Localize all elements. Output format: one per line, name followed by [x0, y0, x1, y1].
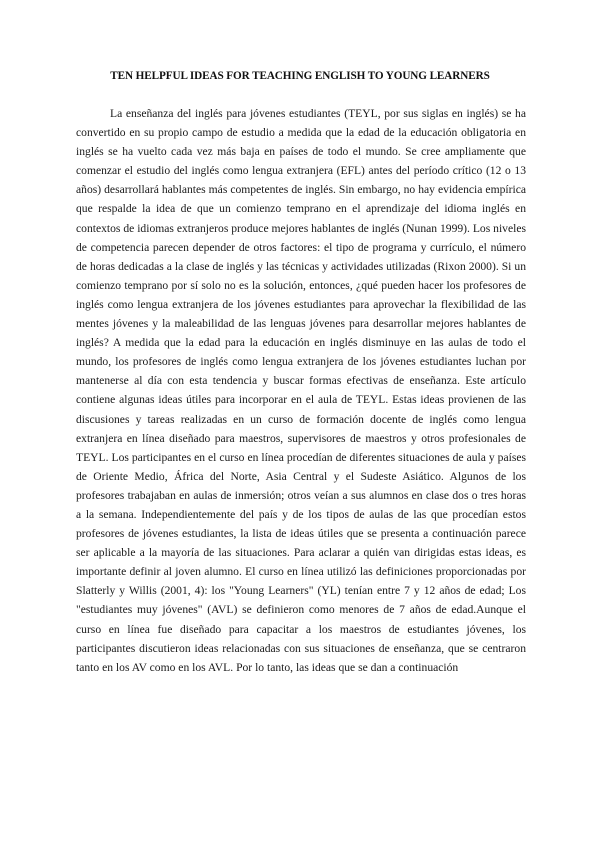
body-paragraph: La enseñanza del inglés para jóvenes estudiantes (TEYL, por sus siglas en inglés) se ha convertido en su propio campo de estudio a medida que la edad de la educación obligatoria en inglés se ha vuelto cada vez más baja en países de todo el mundo. Se cree ampliamente que comenzar el estudio del inglés como lengua extranjera (EFL) antes del período crítico (12 o 13 años) desarrollará hablantes más competentes de inglés. Sin embargo, no hay evidencia empírica que respalde la idea de que un comienzo temprano en el aprendizaje del idioma inglés en contextos de idiomas extranjeros produce mejores hablantes de inglés (Nunan 1999). Los niveles de competencia parecen depender de otros factores: el tipo de programa y currículo, el número de horas dedicadas a la clase de inglés y las técnicas y actividades utilizadas (Rixon 2000). Si un comienzo temprano por sí solo no es la solución, entonces, ¿qué pueden hacer los profesores de inglés como lengua extranjera de los jóvenes estudiantes para aprovechar la flexibilidad de las mentes jóvenes y la maleabilidad de las lenguas jóvenes para desarrollar mejores hablantes de inglés? A medida que la edad para la educación en inglés disminuye en las aulas de todo el mundo, los profesores de inglés como lengua extranjera de los jóvenes estudiantes luchan por mantenerse al día con esta tendencia y buscar formas efectivas de enseñanza. Este artículo contiene algunas ideas útiles para incorporar en el aula de TEYL. Estas ideas provienen de las discusiones y tareas realizadas en un curso de formación docente de inglés como lengua extranjera en línea diseñado para maestros, supervisores de maestros y otros profesionales de TEYL. Los participantes en el curso en línea procedían de diferentes situaciones de aula y países de Oriente Medio, África del Norte, Asia Central y el Sudeste Asiático. Algunos de los profesores trabajaban en aulas de inmersión; otros veían a sus alumnos en clase dos o tres horas a la semana. Independientemente del país y de los tipos de aulas de las que procedían estos profesores de jóvenes estudiantes, la lista de ideas útiles que se presenta a continuación parece ser aplicable a la mayoría de las situaciones. Para aclarar a quién van dirigidas estas ideas, es importante definir al joven alumno. El curso en línea utilizó las definiciones proporcionadas por Slatterly y Willis (2001, 4): los "Young Learners" (YL) tenían entre 7 y 12 años de edad; Los "estudiantes muy jóvenes" (AVL) se definieron como menores de 7 años de edad.Aunque el curso en línea fue diseñado para capacitar a los maestros de estudiantes jóvenes, los participantes discutieron ideas relacionadas con sus situaciones de enseñanza, que se centraron tanto en los AV como en los AVL. Por lo tanto, las ideas que se dan a continuación: [76, 107, 526, 674]
document-title: TEN HELPFUL IDEAS FOR TEACHING ENGLISH TO YOUNG LEARNERS: [110, 70, 490, 82]
